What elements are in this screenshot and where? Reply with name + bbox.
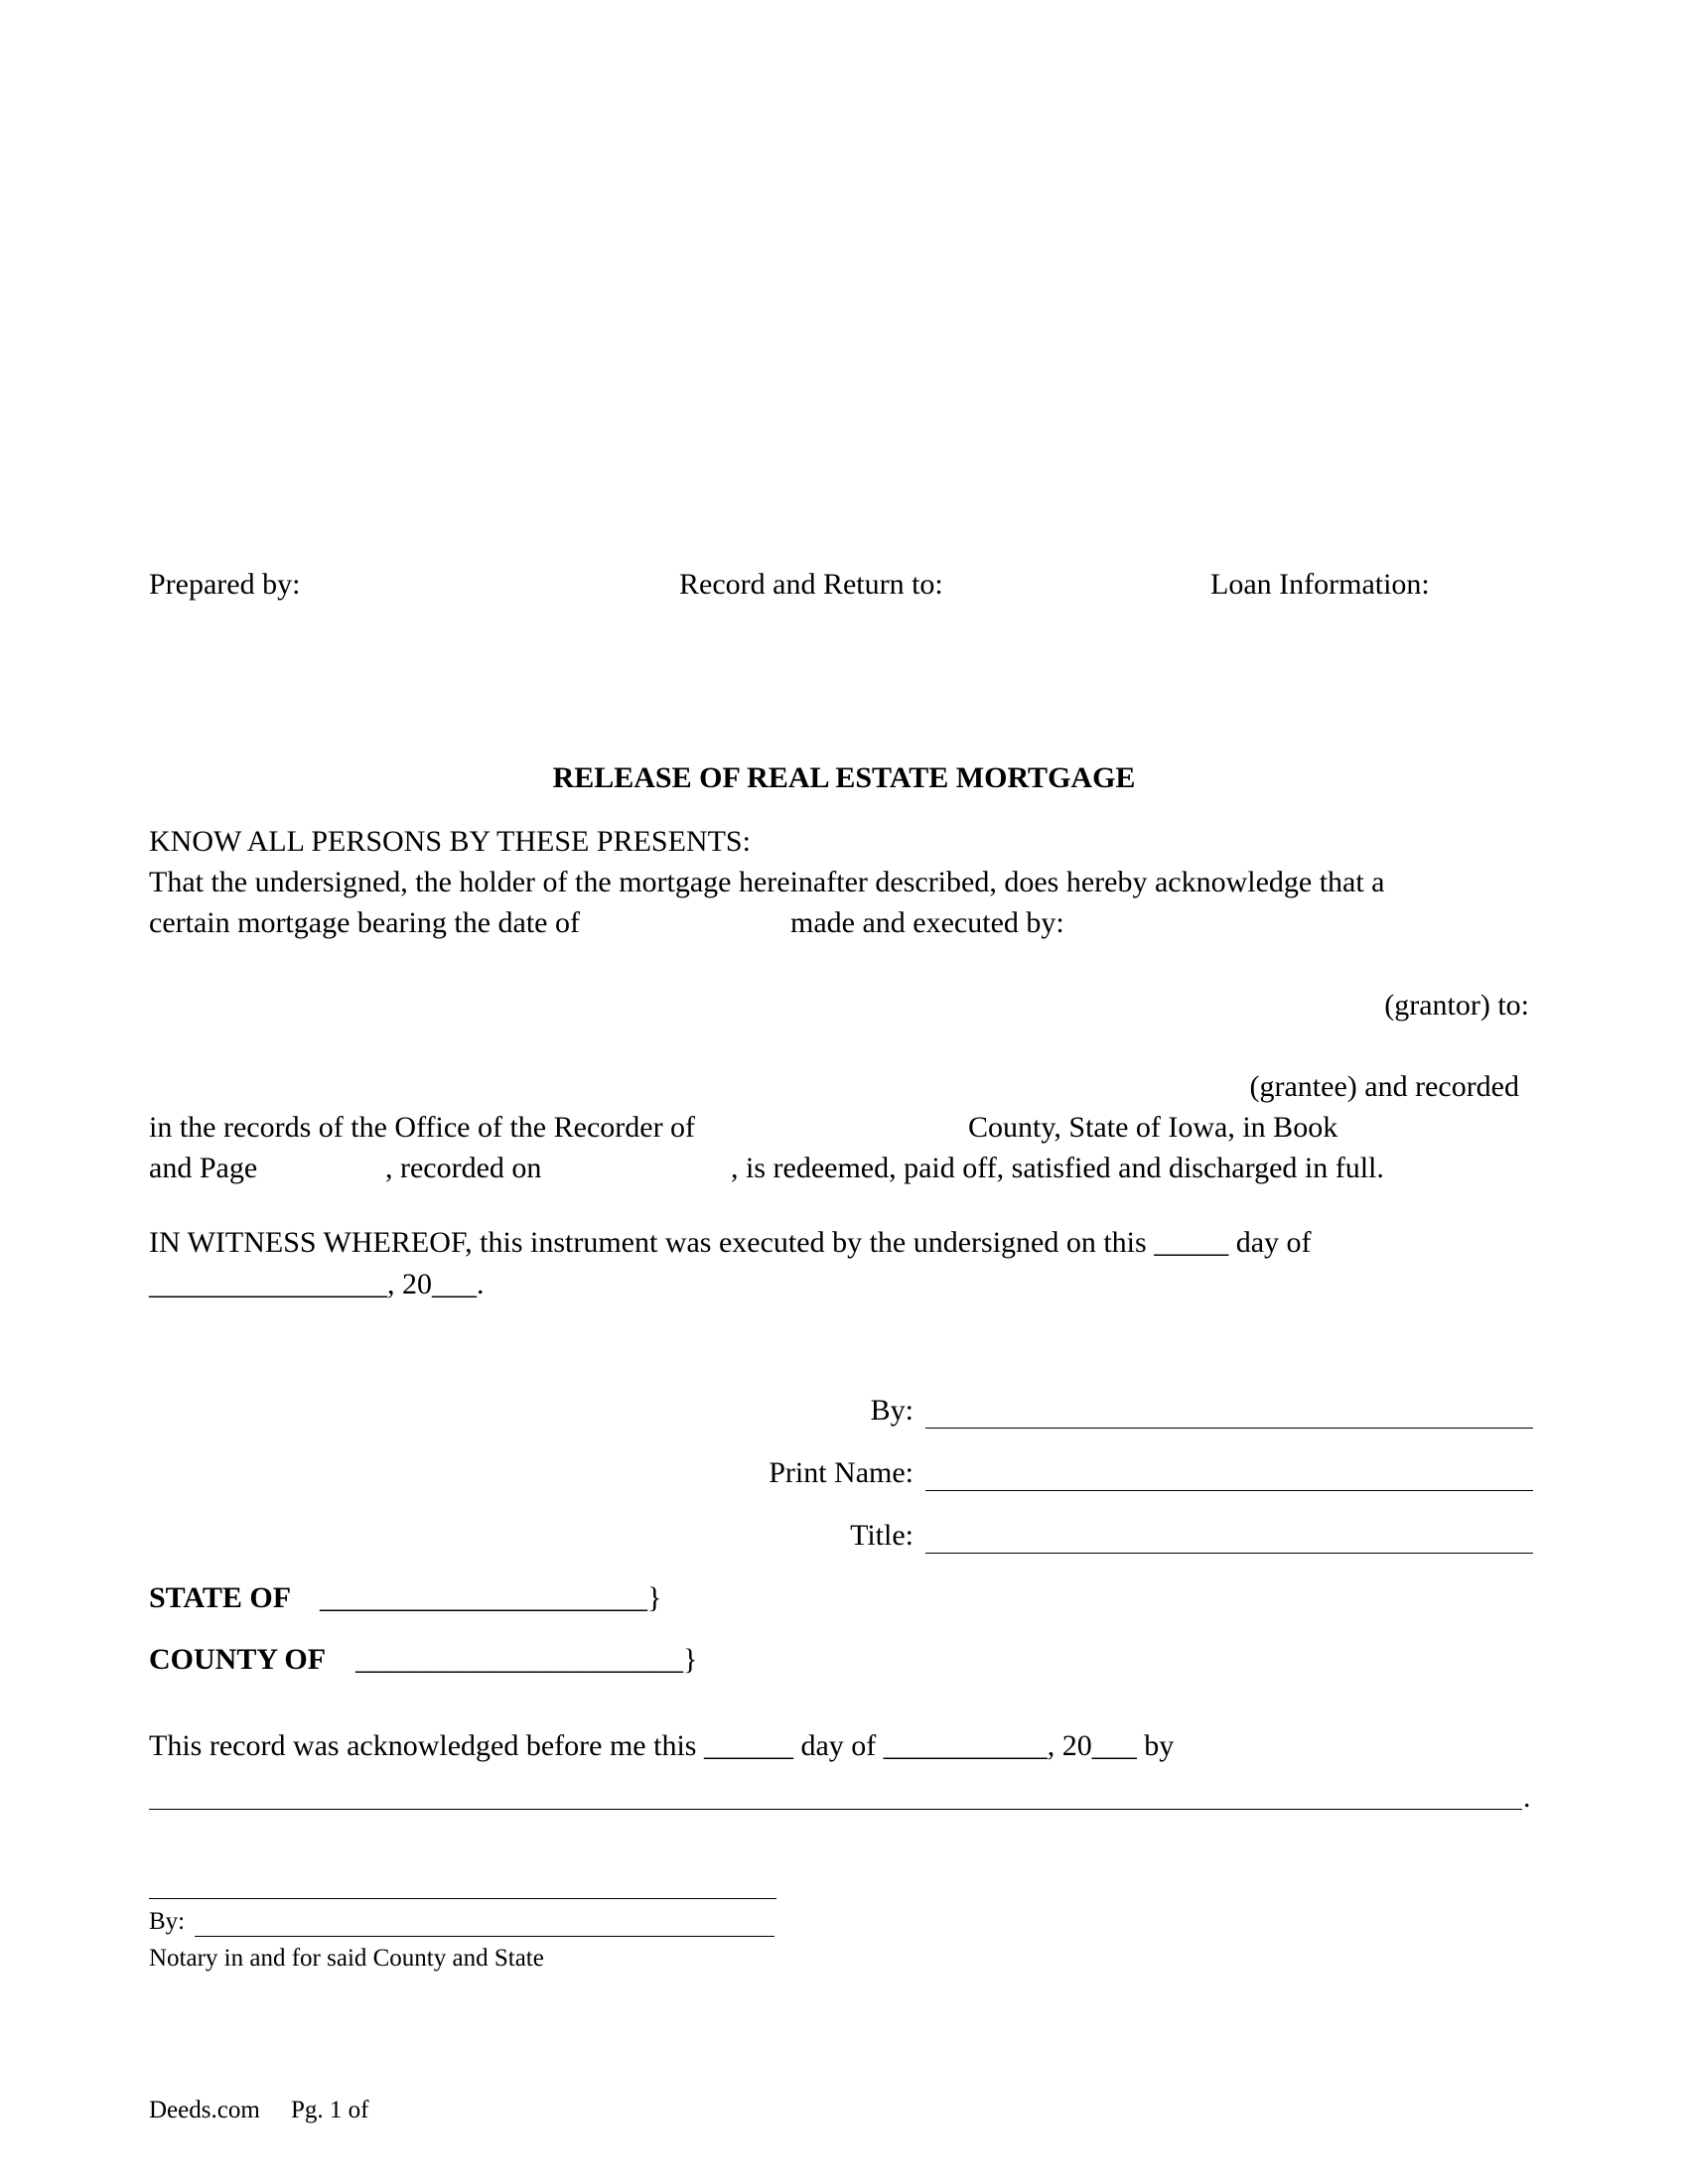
notary-by-label: By: [149,1908,186,1935]
sig-by-label: By: [870,1394,914,1427]
body-line-5a: and Page [149,1152,258,1184]
body-line-4b: County, State of Iowa, in Book [968,1111,1338,1144]
county-of-blank[interactable]: ______________________} [355,1643,698,1676]
footer-site: Deeds.com [149,2097,260,2123]
loan-info-label: Loan Information: [1210,568,1430,601]
body-line-5b: , recorded on [385,1152,542,1184]
acknowledgment-period: . [1523,1781,1531,1814]
witness-line-1: IN WITNESS WHEREOF, this instrument was executed by the undersigned on this _____ day of [149,1226,1312,1259]
notary-by-line[interactable] [195,1936,774,1937]
grantee-label: (grantee) and recorded [1249,1070,1519,1103]
county-of-label: COUNTY OF [149,1643,327,1676]
body-line-5c: , is redeemed, paid off, satisfied and discharged in full. [731,1152,1384,1184]
witness-line-2: ________________, 20___. [149,1268,485,1300]
sig-print-name-label: Print Name: [769,1456,914,1489]
body-line-4a: in the records of the Office of the Recorder of [149,1111,696,1144]
know-all-persons: KNOW ALL PERSONS BY THESE PRESENTS: [149,825,751,858]
body-line-1: That the undersigned, the holder of the mortgage hereinafter described, does hereby acknowledge that a [149,866,1385,898]
record-return-label: Record and Return to: [679,568,943,601]
state-of-blank[interactable]: ______________________} [320,1581,662,1614]
acknowledged-by-line[interactable] [149,1809,1522,1810]
footer-page: Pg. 1 of [291,2097,369,2123]
body-line-2b: made and executed by: [790,906,1064,939]
notary-signature-line[interactable] [149,1898,776,1899]
sig-title-label: Title: [850,1519,914,1552]
prepared-by-label: Prepared by: [149,568,301,601]
body-line-2a: certain mortgage bearing the date of [149,906,580,939]
document-title: RELEASE OF REAL ESTATE MORTGAGE [552,761,1136,794]
sig-by-line[interactable] [925,1428,1533,1429]
grantor-label: (grantor) to: [1384,989,1529,1022]
state-of-label: STATE OF [149,1581,292,1614]
sig-print-name-line[interactable] [925,1490,1533,1491]
sig-title-line[interactable] [925,1553,1533,1554]
notary-caption: Notary in and for said County and State [149,1945,544,1972]
acknowledgment-line: This record was acknowledged before me this ______ day of ___________, 20___ by [149,1729,1175,1762]
